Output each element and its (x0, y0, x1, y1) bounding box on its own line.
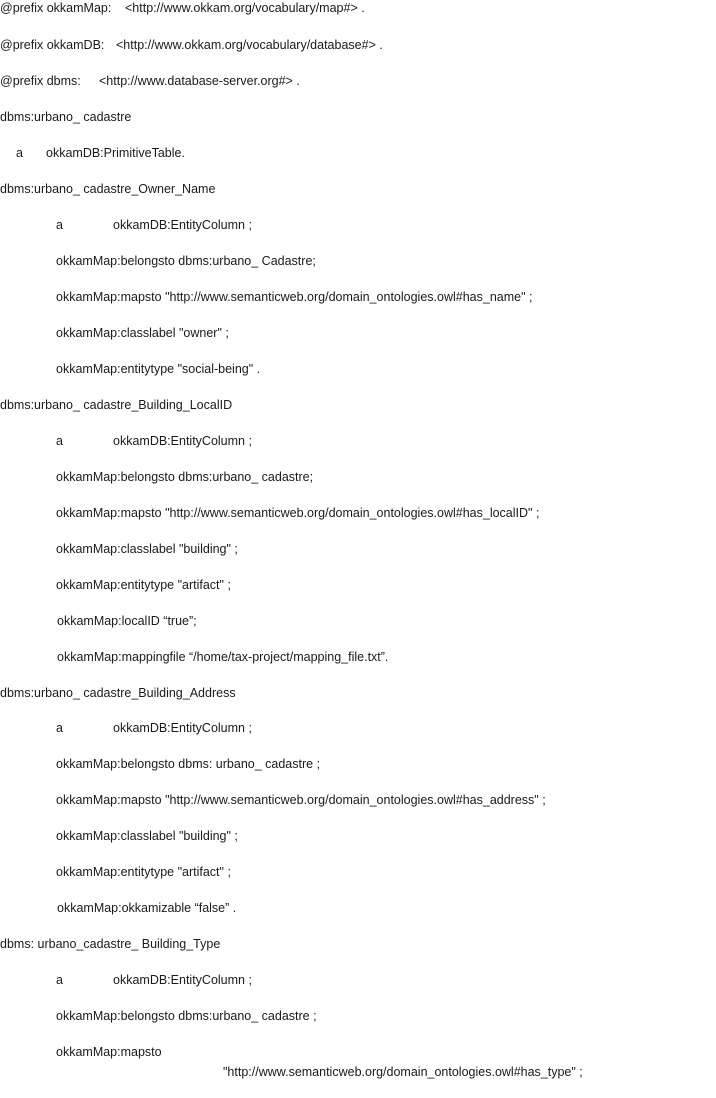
building-address-type: okkamDB:EntityColumn ; (113, 721, 252, 735)
building-address-subject: dbms:urbano_ cadastre_Building_Address (0, 686, 236, 700)
owner-name-type: okkamDB:EntityColumn ; (113, 218, 252, 232)
prefix-okkamdb-iri: <http://www.okkam.org/vocabulary/database#> . (116, 38, 383, 52)
building-address-belongsto: okkamMap:belongsto dbms: urbano_ cadastre ; (56, 757, 321, 771)
building-address-mapsto: okkamMap:mapsto "http://www.semanticweb.org/domain_ontologies.owl#has_address" ; (56, 793, 546, 807)
table-subject: dbms:urbano_ cadastre (0, 110, 132, 124)
owner-name-classlabel: okkamMap:classlabel "owner" ; (56, 326, 229, 340)
prefix-okkammap-label: @prefix okkamMap: (0, 1, 112, 15)
building-localid-mapsto: okkamMap:mapsto "http://www.semanticweb.org/domain_ontologies.owl#has_localID" ; (56, 506, 540, 520)
building-type-a-keyword: a (56, 973, 63, 987)
building-type-mapsto: okkamMap:mapsto (56, 1045, 162, 1059)
building-type-subject: dbms: urbano_cadastre_ Building_Type (0, 937, 221, 951)
prefix-okkammap-iri: <http://www.okkam.org/vocabulary/map#> . (125, 1, 365, 15)
building-localid-a-keyword: a (56, 434, 63, 448)
building-localid-belongsto: okkamMap:belongsto dbms:urbano_ cadastre; (56, 470, 314, 484)
prefix-okkamdb-label: @prefix okkamDB: (0, 38, 105, 52)
building-address-a-keyword: a (56, 721, 63, 735)
building-type-mapsto-value: "http://www.semanticweb.org/domain_ontologies.owl#has_type" ; (223, 1065, 583, 1079)
building-type-belongsto: okkamMap:belongsto dbms:urbano_ cadastre ; (56, 1009, 317, 1023)
table-type: okkamDB:PrimitiveTable. (46, 146, 185, 160)
prefix-dbms-label: @prefix dbms: (0, 74, 81, 88)
building-localid-localid: okkamMap:localID “true”; (57, 614, 197, 628)
owner-name-a-keyword: a (56, 218, 63, 232)
building-address-entitytype: okkamMap:entitytype "artifact" ; (56, 865, 231, 879)
building-localid-entitytype: okkamMap:entitytype "artifact" ; (56, 578, 231, 592)
building-localid-type: okkamDB:EntityColumn ; (113, 434, 252, 448)
building-localid-subject: dbms:urbano_ cadastre_Building_LocalID (0, 398, 233, 412)
owner-name-mapsto: okkamMap:mapsto "http://www.semanticweb.org/domain_ontologies.owl#has_name" ; (56, 290, 533, 304)
table-a-keyword: a (16, 146, 23, 160)
building-address-okkamizable: okkamMap:okkamizable “false” . (57, 901, 237, 915)
building-localid-classlabel: okkamMap:classlabel "building" ; (56, 542, 238, 556)
building-type-type: okkamDB:EntityColumn ; (113, 973, 252, 987)
building-localid-mappingfile: okkamMap:mappingfile “/home/tax-project/mapping_file.txt”. (57, 650, 389, 664)
owner-name-entitytype: okkamMap:entitytype "social-being" . (56, 362, 261, 376)
prefix-dbms-iri: <http://www.database-server.org#> . (99, 74, 300, 88)
owner-name-subject: dbms:urbano_ cadastre_Owner_Name (0, 182, 216, 196)
building-address-classlabel: okkamMap:classlabel "building" ; (56, 829, 238, 843)
owner-name-belongsto: okkamMap:belongsto dbms:urbano_ Cadastre; (56, 254, 316, 268)
